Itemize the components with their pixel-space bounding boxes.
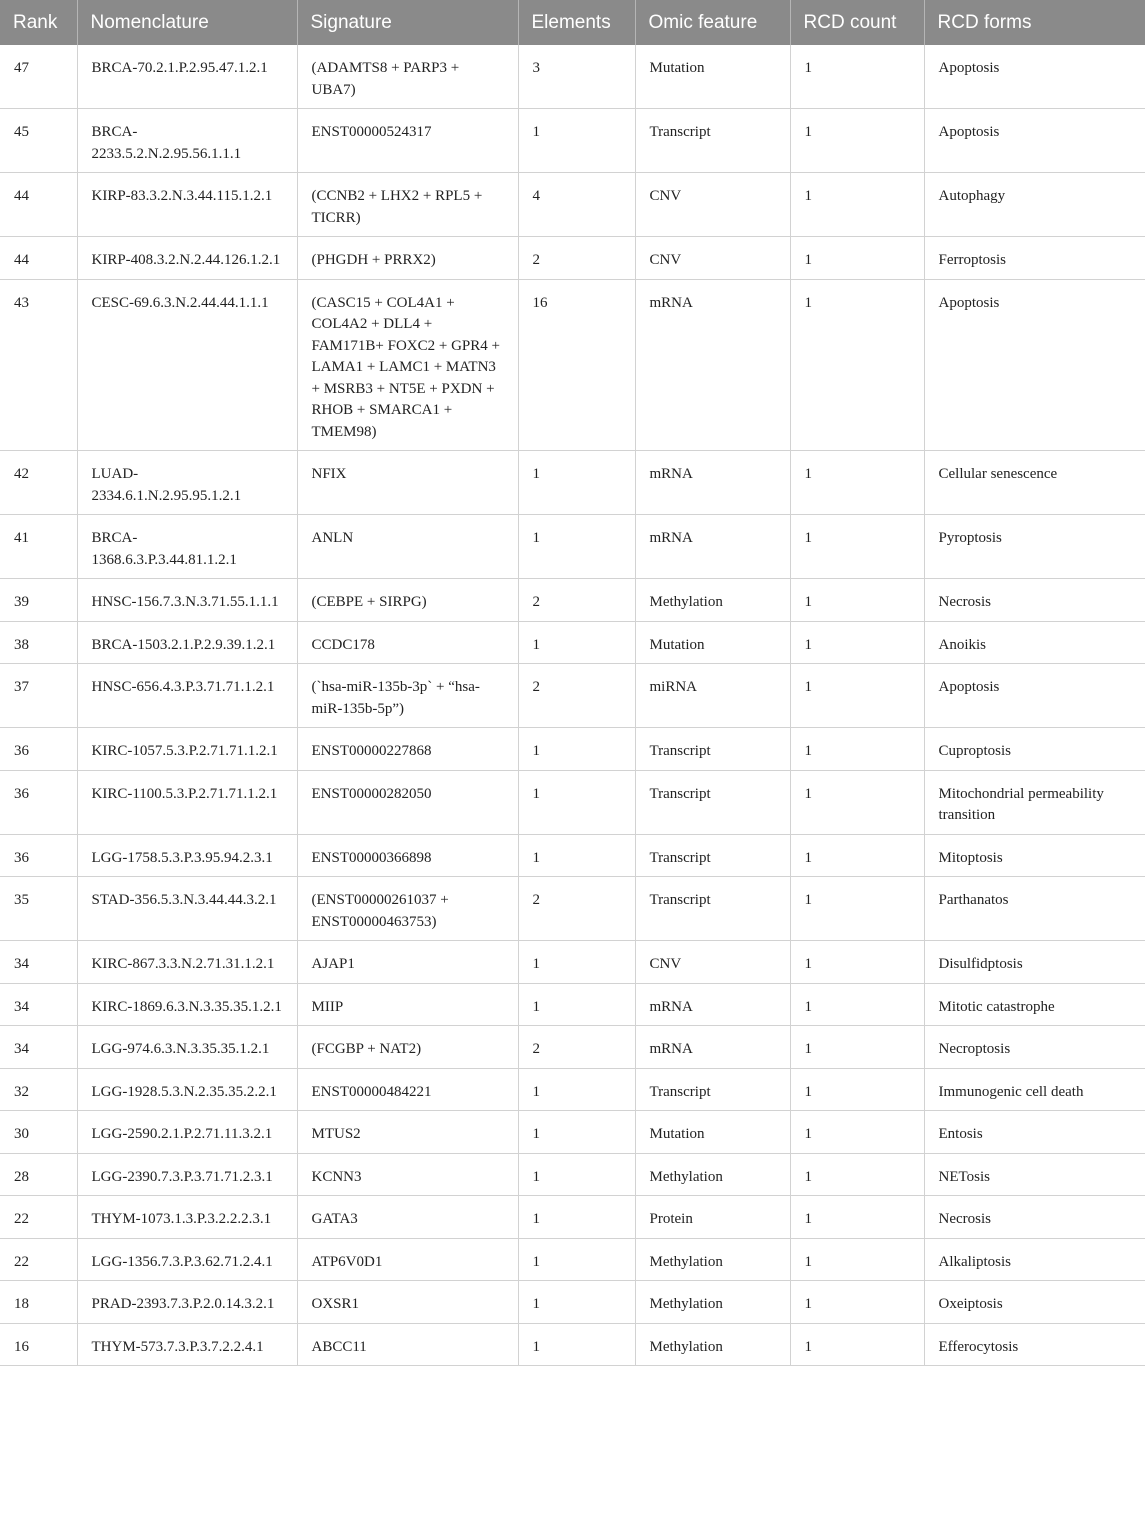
cell-rank: 18 [0,1281,77,1324]
cell-elements: 2 [518,579,635,622]
cell-rcd-forms: NETosis [924,1153,1145,1196]
cell-elements: 1 [518,728,635,771]
cell-elements: 3 [518,45,635,109]
cell-nomenclature: THYM-1073.1.3.P.3.2.2.2.3.1 [77,1196,297,1239]
cell-elements: 4 [518,173,635,237]
cell-elements: 1 [518,1068,635,1111]
cell-rcd-count: 1 [790,1196,924,1239]
cell-rank: 39 [0,579,77,622]
cell-rank: 34 [0,1026,77,1069]
cell-rcd-count: 1 [790,173,924,237]
table-body [0,45,1145,1366]
cell-nomenclature: STAD-356.5.3.N.3.44.44.3.2.1 [77,877,297,941]
cell-omic-feature: Transcript [635,109,790,173]
table-row [0,770,1145,834]
cell-rank: 16 [0,1323,77,1366]
header-elements: Elements [518,0,635,45]
cell-rcd-forms: Efferocytosis [924,1323,1145,1366]
cell-nomenclature: KIRP-408.3.2.N.2.44.126.1.2.1 [77,237,297,280]
table-row [0,941,1145,984]
cell-elements: 1 [518,451,635,515]
cell-rank: 44 [0,237,77,280]
cell-omic-feature: Mutation [635,45,790,109]
cell-signature: NFIX [297,451,518,515]
cell-rank: 32 [0,1068,77,1111]
cell-signature: GATA3 [297,1196,518,1239]
cell-rcd-count: 1 [790,621,924,664]
table-row [0,834,1145,877]
cell-rcd-forms: Necroptosis [924,1026,1145,1069]
cell-signature: ATP6V0D1 [297,1238,518,1281]
cell-omic-feature: Methylation [635,579,790,622]
cell-rank: 35 [0,877,77,941]
cell-rank: 36 [0,770,77,834]
cell-elements: 1 [518,983,635,1026]
table-row [0,279,1145,451]
cell-rcd-forms: Autophagy [924,173,1145,237]
cell-omic-feature: Methylation [635,1238,790,1281]
cell-elements: 16 [518,279,635,451]
header-row [0,0,1145,45]
header-signature: Signature [297,0,518,45]
table-row [0,173,1145,237]
cell-rcd-count: 1 [790,1238,924,1281]
cell-signature: MTUS2 [297,1111,518,1154]
cell-nomenclature: KIRC-1057.5.3.P.2.71.71.1.2.1 [77,728,297,771]
cell-nomenclature: BRCA-1503.2.1.P.2.9.39.1.2.1 [77,621,297,664]
cell-omic-feature: Transcript [635,1068,790,1111]
cell-rcd-forms: Immunogenic cell death [924,1068,1145,1111]
cell-rcd-forms: Disulfidptosis [924,941,1145,984]
cell-omic-feature: CNV [635,941,790,984]
table-row [0,1111,1145,1154]
cell-rcd-forms: Apoptosis [924,109,1145,173]
cell-rcd-count: 1 [790,515,924,579]
cell-elements: 2 [518,664,635,728]
cell-nomenclature: LUAD-2334.6.1.N.2.95.95.1.2.1 [77,451,297,515]
cell-rank: 34 [0,941,77,984]
cell-signature: (FCGBP + NAT2) [297,1026,518,1069]
cell-signature: ENST00000366898 [297,834,518,877]
cell-nomenclature: KIRC-867.3.3.N.2.71.31.1.2.1 [77,941,297,984]
table-row [0,109,1145,173]
cell-omic-feature: mRNA [635,451,790,515]
cell-omic-feature: mRNA [635,279,790,451]
cell-rcd-count: 1 [790,983,924,1026]
table-row [0,1323,1145,1366]
cell-signature: ENST00000484221 [297,1068,518,1111]
cell-rcd-forms: Mitotic catastrophe [924,983,1145,1026]
table-row [0,728,1145,771]
cell-rank: 30 [0,1111,77,1154]
cell-omic-feature: Protein [635,1196,790,1239]
table-row [0,1196,1145,1239]
cell-rcd-count: 1 [790,877,924,941]
cell-rcd-forms: Apoptosis [924,45,1145,109]
cell-rcd-forms: Alkaliptosis [924,1238,1145,1281]
cell-rank: 47 [0,45,77,109]
cell-omic-feature: miRNA [635,664,790,728]
cell-rank: 42 [0,451,77,515]
cell-rcd-forms: Mitoptosis [924,834,1145,877]
cell-elements: 1 [518,1238,635,1281]
cell-rcd-forms: Ferroptosis [924,237,1145,280]
cell-rcd-count: 1 [790,579,924,622]
cell-elements: 1 [518,834,635,877]
cell-nomenclature: KIRC-1100.5.3.P.2.71.71.1.2.1 [77,770,297,834]
cell-signature: ABCC11 [297,1323,518,1366]
cell-nomenclature: LGG-2390.7.3.P.3.71.71.2.3.1 [77,1153,297,1196]
header-nomenclature: Nomenclature [77,0,297,45]
cell-rcd-count: 1 [790,728,924,771]
cell-nomenclature: LGG-1758.5.3.P.3.95.94.2.3.1 [77,834,297,877]
cell-rcd-count: 1 [790,109,924,173]
cell-rcd-forms: Parthanatos [924,877,1145,941]
cell-elements: 1 [518,941,635,984]
cell-signature: KCNN3 [297,1153,518,1196]
cell-elements: 1 [518,621,635,664]
table-row [0,983,1145,1026]
cell-rcd-count: 1 [790,770,924,834]
cell-elements: 2 [518,237,635,280]
cell-rcd-forms: Oxeiptosis [924,1281,1145,1324]
cell-nomenclature: PRAD-2393.7.3.P.2.0.14.3.2.1 [77,1281,297,1324]
cell-nomenclature: LGG-2590.2.1.P.2.71.11.3.2.1 [77,1111,297,1154]
cell-rcd-count: 1 [790,1068,924,1111]
cell-elements: 2 [518,1026,635,1069]
cell-rcd-forms: Apoptosis [924,664,1145,728]
cell-elements: 1 [518,770,635,834]
cell-nomenclature: LGG-1928.5.3.N.2.35.35.2.2.1 [77,1068,297,1111]
cell-nomenclature: THYM-573.7.3.P.3.7.2.2.4.1 [77,1323,297,1366]
table-header [0,0,1145,45]
cell-omic-feature: CNV [635,237,790,280]
cell-rcd-forms: Necrosis [924,579,1145,622]
cell-rcd-count: 1 [790,279,924,451]
cell-rank: 37 [0,664,77,728]
cell-omic-feature: Methylation [635,1323,790,1366]
cell-rank: 22 [0,1196,77,1239]
cell-signature: (CCNB2 + LHX2 + RPL5 + TICRR) [297,173,518,237]
cell-rcd-count: 1 [790,1111,924,1154]
cell-signature: (CASC15 + COL4A1 + COL4A2 + DLL4 + FAM171B+ FOXC2 + GPR4 + LAMA1 + LAMC1 + MATN3 + MSRB3 + NT5E + PXDN + RHOB + SMARCA1 + TMEM98) [297,279,518,451]
cell-omic-feature: Transcript [635,728,790,771]
table-row [0,451,1145,515]
table-row [0,664,1145,728]
cell-elements: 1 [518,109,635,173]
table-row [0,1281,1145,1324]
cell-rank: 36 [0,834,77,877]
cell-nomenclature: KIRP-83.3.2.N.3.44.115.1.2.1 [77,173,297,237]
cell-rcd-count: 1 [790,941,924,984]
cell-rank: 28 [0,1153,77,1196]
table-row [0,1238,1145,1281]
cell-nomenclature: BRCA-70.2.1.P.2.95.47.1.2.1 [77,45,297,109]
cell-rcd-count: 1 [790,1026,924,1069]
cell-elements: 1 [518,1281,635,1324]
cell-rcd-forms: Entosis [924,1111,1145,1154]
cell-signature: ANLN [297,515,518,579]
cell-nomenclature: HNSC-156.7.3.N.3.71.55.1.1.1 [77,579,297,622]
cell-elements: 1 [518,1111,635,1154]
cell-omic-feature: Methylation [635,1281,790,1324]
table-row [0,579,1145,622]
cell-rank: 44 [0,173,77,237]
cell-signature: OXSR1 [297,1281,518,1324]
header-rcd-forms: RCD forms [924,0,1145,45]
cell-rcd-count: 1 [790,237,924,280]
cell-rcd-forms: Cuproptosis [924,728,1145,771]
cell-rank: 38 [0,621,77,664]
cell-rcd-count: 1 [790,451,924,515]
cell-signature: (`hsa-miR-135b-3p` + “hsa-miR-135b-5p”) [297,664,518,728]
cell-rank: 43 [0,279,77,451]
cell-elements: 1 [518,1196,635,1239]
cell-omic-feature: Transcript [635,834,790,877]
cell-signature: (PHGDH + PRRX2) [297,237,518,280]
cell-omic-feature: mRNA [635,515,790,579]
cell-rcd-forms: Apoptosis [924,279,1145,451]
cell-nomenclature: BRCA-1368.6.3.P.3.44.81.1.2.1 [77,515,297,579]
cell-rank: 45 [0,109,77,173]
cell-elements: 2 [518,877,635,941]
cell-elements: 1 [518,515,635,579]
cell-rank: 41 [0,515,77,579]
cell-nomenclature: BRCA-2233.5.2.N.2.95.56.1.1.1 [77,109,297,173]
cell-omic-feature: mRNA [635,1026,790,1069]
cell-omic-feature: Transcript [635,770,790,834]
cell-rcd-count: 1 [790,45,924,109]
cell-rcd-count: 1 [790,664,924,728]
cell-nomenclature: KIRC-1869.6.3.N.3.35.35.1.2.1 [77,983,297,1026]
cell-signature: (ENST00000261037 + ENST00000463753) [297,877,518,941]
cell-rcd-forms: Necrosis [924,1196,1145,1239]
cell-signature: (ADAMTS8 + PARP3 + UBA7) [297,45,518,109]
cell-omic-feature: mRNA [635,983,790,1026]
cell-signature: ENST00000524317 [297,109,518,173]
header-rank: Rank [0,0,77,45]
cell-signature: CCDC178 [297,621,518,664]
cell-signature: (CEBPE + SIRPG) [297,579,518,622]
cell-rcd-forms: Mitochondrial permeability transition [924,770,1145,834]
cell-elements: 1 [518,1323,635,1366]
header-omic-feature: Omic feature [635,0,790,45]
cell-omic-feature: CNV [635,173,790,237]
cell-omic-feature: Mutation [635,1111,790,1154]
cell-nomenclature: HNSC-656.4.3.P.3.71.71.1.2.1 [77,664,297,728]
cell-omic-feature: Transcript [635,877,790,941]
table-row [0,1153,1145,1196]
cell-signature: AJAP1 [297,941,518,984]
table-row [0,45,1145,109]
table-row [0,877,1145,941]
cell-signature: ENST00000282050 [297,770,518,834]
header-rcd-count: RCD count [790,0,924,45]
cell-rcd-count: 1 [790,1281,924,1324]
cell-rank: 36 [0,728,77,771]
cell-rank: 34 [0,983,77,1026]
cell-rank: 22 [0,1238,77,1281]
cell-rcd-count: 1 [790,1153,924,1196]
cell-rcd-forms: Anoikis [924,621,1145,664]
cell-signature: MIIP [297,983,518,1026]
table-row [0,621,1145,664]
table-row [0,1068,1145,1111]
cell-rcd-forms: Pyroptosis [924,515,1145,579]
cell-nomenclature: CESC-69.6.3.N.2.44.44.1.1.1 [77,279,297,451]
table-row [0,1026,1145,1069]
table-row [0,515,1145,579]
cell-elements: 1 [518,1153,635,1196]
table-row [0,237,1145,280]
cell-rcd-count: 1 [790,1323,924,1366]
cell-nomenclature: LGG-974.6.3.N.3.35.35.1.2.1 [77,1026,297,1069]
cell-omic-feature: Mutation [635,621,790,664]
cell-omic-feature: Methylation [635,1153,790,1196]
cell-nomenclature: LGG-1356.7.3.P.3.62.71.2.4.1 [77,1238,297,1281]
cell-rcd-count: 1 [790,834,924,877]
cell-signature: ENST00000227868 [297,728,518,771]
cell-rcd-forms: Cellular senescence [924,451,1145,515]
